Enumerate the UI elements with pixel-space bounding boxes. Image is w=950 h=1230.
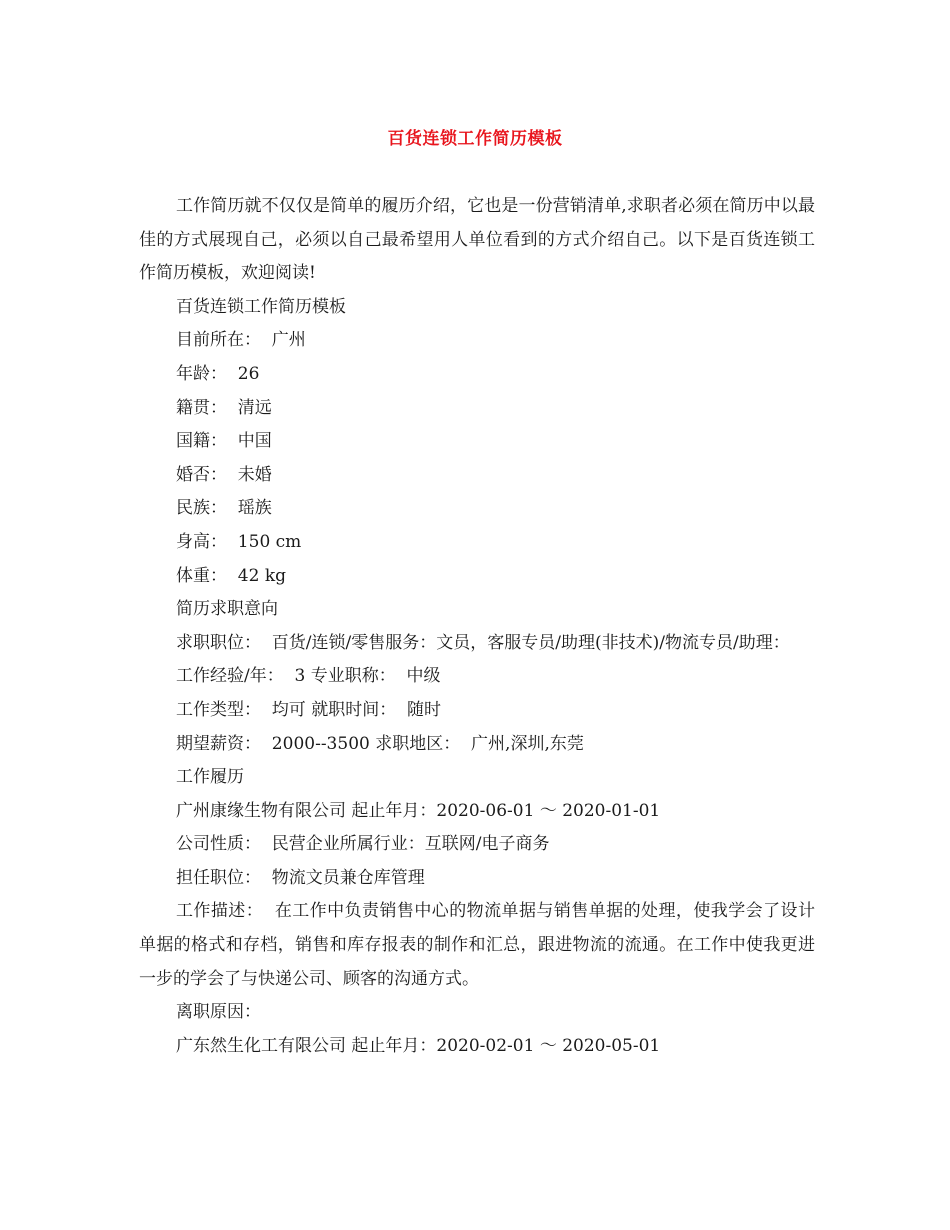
section-heading-job-intention: 简历求职意向 <box>176 599 278 620</box>
section-heading-work-history: 工作履历 <box>176 767 244 788</box>
field-ethnicity: 民族： 瑶族 <box>176 498 272 519</box>
field-experience-title: 工作经验/年： 3 专业职称： 中级 <box>176 666 441 687</box>
work-entry-description: 工作描述： 在工作中负责销售中心的物流单据与销售单据的处理，使我学会了设计单据的格式和存档，销售和库存报表的制作和汇总，跟进物流的流通。在工作中使我更进一步的学会了与快递公司、顾客的沟通方式。 <box>139 901 815 989</box>
field-salary-region: 期望薪资： 2000--3500 求职地区： 广州,深圳,东莞 <box>176 733 584 754</box>
work-entry-leaving-reason: 离职原因： <box>176 1002 261 1023</box>
work-entry-company-nature: 公司性质： 民营企业所属行业：互联网/电子商务 <box>176 834 550 855</box>
work-entry-position: 担任职位： 物流文员兼仓库管理 <box>176 867 425 888</box>
field-hometown: 籍贯： 清远 <box>176 397 272 418</box>
document-body <box>139 190 815 1063</box>
field-job-type-start: 工作类型： 均可 就职时间： 随时 <box>176 699 442 720</box>
section-heading-template: 百货连锁工作简历模板 <box>176 296 346 317</box>
document-title: 百货连锁工作简历模板 <box>387 129 563 149</box>
field-desired-position: 求职职位： 百货/连锁/零售服务：文员，客服专员/助理(非技术)/物流专员/助理： <box>176 632 790 653</box>
field-current-location: 目前所在： 广州 <box>176 330 306 351</box>
field-height: 身高： 150 cm <box>176 531 302 552</box>
field-marital-status: 婚否： 未婚 <box>176 464 272 485</box>
work-entry-company-2: 广东然生化工有限公司 起止年月：2020-02-01 ～ 2020-05-01 <box>176 1035 661 1056</box>
field-nationality: 国籍： 中国 <box>176 431 272 452</box>
work-entry-company-1: 广州康缘生物有限公司 起止年月：2020-06-01 ～ 2020-01-01 <box>176 800 661 821</box>
field-age: 年龄： 26 <box>176 363 260 384</box>
field-weight: 体重： 42 kg <box>176 565 287 586</box>
intro-paragraph: 工作简历就不仅仅是简单的履历介绍，它也是一份营销清单,求职者必须在简历中以最佳的方式展现自己，必须以自己最希望用人单位看到的方式介绍自己。以下是百货连锁工作简历模板，欢迎阅读! <box>139 196 815 284</box>
